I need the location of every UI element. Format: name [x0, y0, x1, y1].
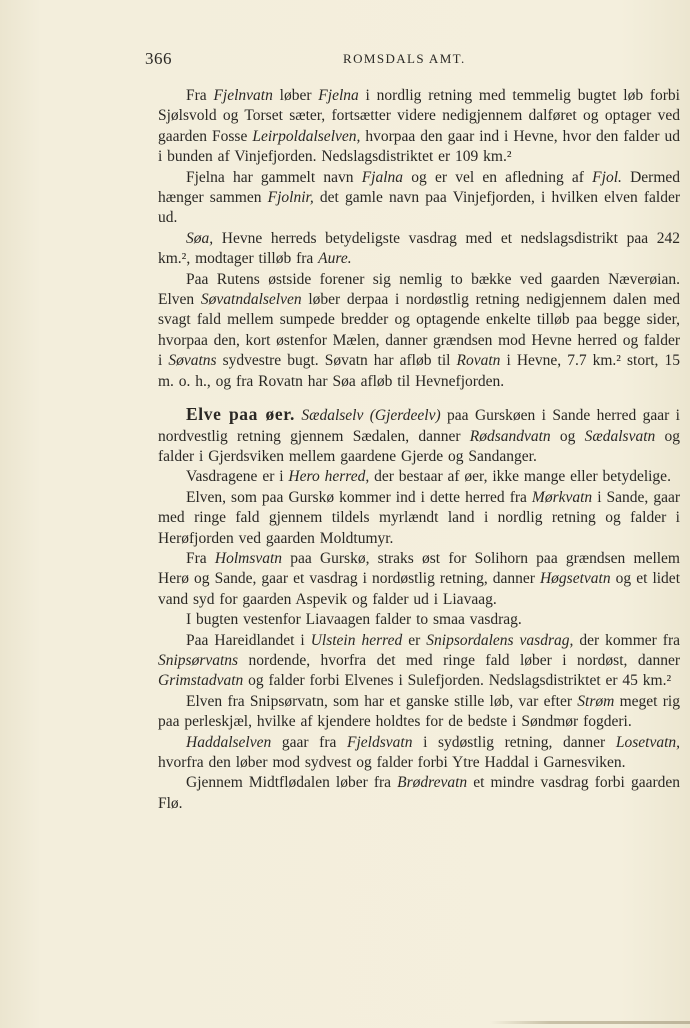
page-header [145, 49, 675, 71]
text-run: Fjelna har gammelt navn [186, 168, 362, 186]
place-name: Aure. [318, 250, 352, 268]
place-name: Brødrevatn [397, 774, 468, 792]
paragraph-p2 [158, 168, 680, 229]
text-run: er [402, 631, 427, 649]
place-name: Ulstein herred [310, 631, 403, 649]
body-text [158, 86, 680, 814]
text-run: et mindre vasdrag forbi gaarden Flø. [158, 774, 680, 812]
text-run: sydvestre bugt. Søvatn har afløb til [216, 352, 457, 370]
text-run: det gamle navn paa Vinjefjorden, i hvilken elven falder ud. [158, 189, 680, 227]
place-name: Haddalselven [186, 733, 272, 751]
text-run: i Sande, gaar med ringe fald gjennem tildels myrlændt land i nordlig retning og falder i Herøfjorden ved gaarden Moldtumyr. [158, 488, 680, 547]
text-run: paa Gurskø, straks øst for Solihorn paa grændsen mellem Herø og Sande, gaar et vasdrag i nordøstlig retning, danner [158, 549, 680, 588]
paragraph-p5 [158, 404, 680, 467]
text-run: hvorfra den løber mod sydvest og falder forbi Ytre Haddal i Garnesviken. [158, 754, 626, 771]
text-run: gaar fra [271, 733, 348, 751]
page-edge-mark [490, 1021, 690, 1024]
text-run: Gjennem Midtflødalen løber fra [186, 774, 398, 792]
place-name: Sædalsvatn [584, 427, 656, 445]
place-name: Fjolnir, [267, 189, 314, 207]
text-run: i nordlig retning med temmelig bugtet løb forbi Sjølsvold og Torset sæter, fortsætter videre nedigjennem dalføret og optager ved gaarden Fosse [158, 87, 680, 145]
place-name: Hero herred, [288, 468, 370, 486]
paragraph-p4 [158, 270, 680, 392]
paragraph-p13 [158, 773, 680, 814]
text-run: i Hevne, 7.7 km.² stort, 15 m. o. h., og fra Rovatn har Søa afløb til Hevnefjorden. [158, 352, 680, 390]
paragraph-p10 [158, 631, 680, 692]
text-run: i sydøstlig retning, danner [412, 733, 616, 751]
paragraph-p7 [158, 488, 680, 549]
text-run: I bugten vestenfor Liavaagen falder to smaa vasdrag. [186, 611, 522, 629]
place-name: Fjol. [592, 168, 622, 186]
place-name: Rovatn [456, 352, 501, 370]
place-name: Snipsørvatns [158, 651, 239, 669]
place-name: Mørkvatn [531, 488, 593, 506]
text-run: nordende, hvorfra det med ringe fald løber i nordøst, danner [238, 651, 680, 669]
text-run: og [550, 427, 585, 445]
place-name: Losetvatn, [615, 733, 681, 751]
text-run: Paa Hareidlandet i [186, 631, 311, 649]
text-run: Fra [186, 87, 214, 104]
paragraph-p6 [158, 467, 680, 487]
text-run: meget rig paa perleskjæl, hvilke af kjendere holdtes for de bedste i Søndmør fogderi. [158, 692, 680, 731]
text-run: Dermed hænger sammen [158, 168, 681, 207]
place-name: Fjelna [318, 87, 359, 104]
place-name: Søa, [186, 229, 214, 247]
text-run: Paa Rutens østside forener sig nemlig to bække ved gaarden Næverøian. Elven [158, 270, 680, 309]
paragraph-p9 [158, 610, 680, 630]
text-run: og et lidet vand syd for gaarden Aspevik og falder ud i Liavaag. [158, 570, 680, 608]
place-name: Grimstadvatn [158, 672, 244, 690]
text-run: der bestaar af øer, ikke mange eller betydelige. [369, 468, 671, 486]
section-heading: Elve paa øer. [186, 404, 295, 425]
text-run: Elven fra Snipsørvatn, som har et ganske stille løb, var efter [186, 692, 578, 710]
text-run: og falder forbi Elvenes i Sulefjorden. Nedslagsdistriktet er 45 km.² [243, 672, 672, 690]
text-run: Hevne herreds betydeligste vasdrag med et nedslagsdistrikt paa 242 km.², modtager tilløb fra [158, 229, 680, 268]
place-name: Holmsvatn [214, 549, 283, 567]
place-name: Fjalna [361, 168, 404, 186]
text-run: paa Gurskøen i Sande herred gaar i nordvestlig retning gjennem Sædalen, danner [158, 407, 680, 445]
text-run: Elven, som paa Gurskø kommer ind i dette herred fra [186, 488, 532, 506]
paragraph-p11 [158, 692, 680, 733]
page-number: 366 [145, 49, 172, 68]
place-name: Søvatndalselven [200, 291, 302, 309]
place-name: Fjeldsvatn [347, 733, 413, 751]
text-run: og er vel en afledning af [403, 168, 593, 186]
place-name: Rødsandvatn [469, 427, 551, 445]
place-name: Søvatns [168, 352, 217, 370]
running-title: ROMSDALS AMT. [343, 51, 466, 66]
place-name: Leirpoldalselven, [252, 127, 361, 145]
text-run: hvorpaa den gaar ind i Hevne, hvor den falder ud i bunden af Vinjefjorden. Nedslagsdistriktet er 109 km.² [158, 127, 680, 166]
text-run: løber derpaa i nordøstlig retning nedigjennem dalen med svagt fald mellem sumpede bredder og optagende enkelte tilløb paa begge sider, hvorpaa den, kort østenfor Mælen, danner grændsen mod Hevne herred og falder i [158, 291, 681, 370]
text-run: Fra [186, 549, 215, 567]
place-name: Strøm [577, 692, 615, 710]
text-run: Vasdragene er i [186, 468, 289, 486]
paragraph-p1 [158, 86, 680, 168]
paragraph-p3 [158, 229, 680, 270]
text-run: der kommer fra [573, 631, 680, 649]
place-name: Snipsordalens vasdrag, [426, 631, 574, 649]
text-run: løber [272, 87, 319, 104]
paragraph-p12 [158, 733, 680, 774]
place-name: Fjelnvatn [213, 87, 273, 104]
paragraph-p8 [158, 549, 680, 610]
place-name: Sædalselv (Gjerdeelv) [301, 407, 441, 425]
text-run: og falder i Gjerdsviken mellem gaardene Gjerde og Sandanger. [158, 427, 681, 465]
place-name: Høgsetvatn [539, 570, 611, 588]
